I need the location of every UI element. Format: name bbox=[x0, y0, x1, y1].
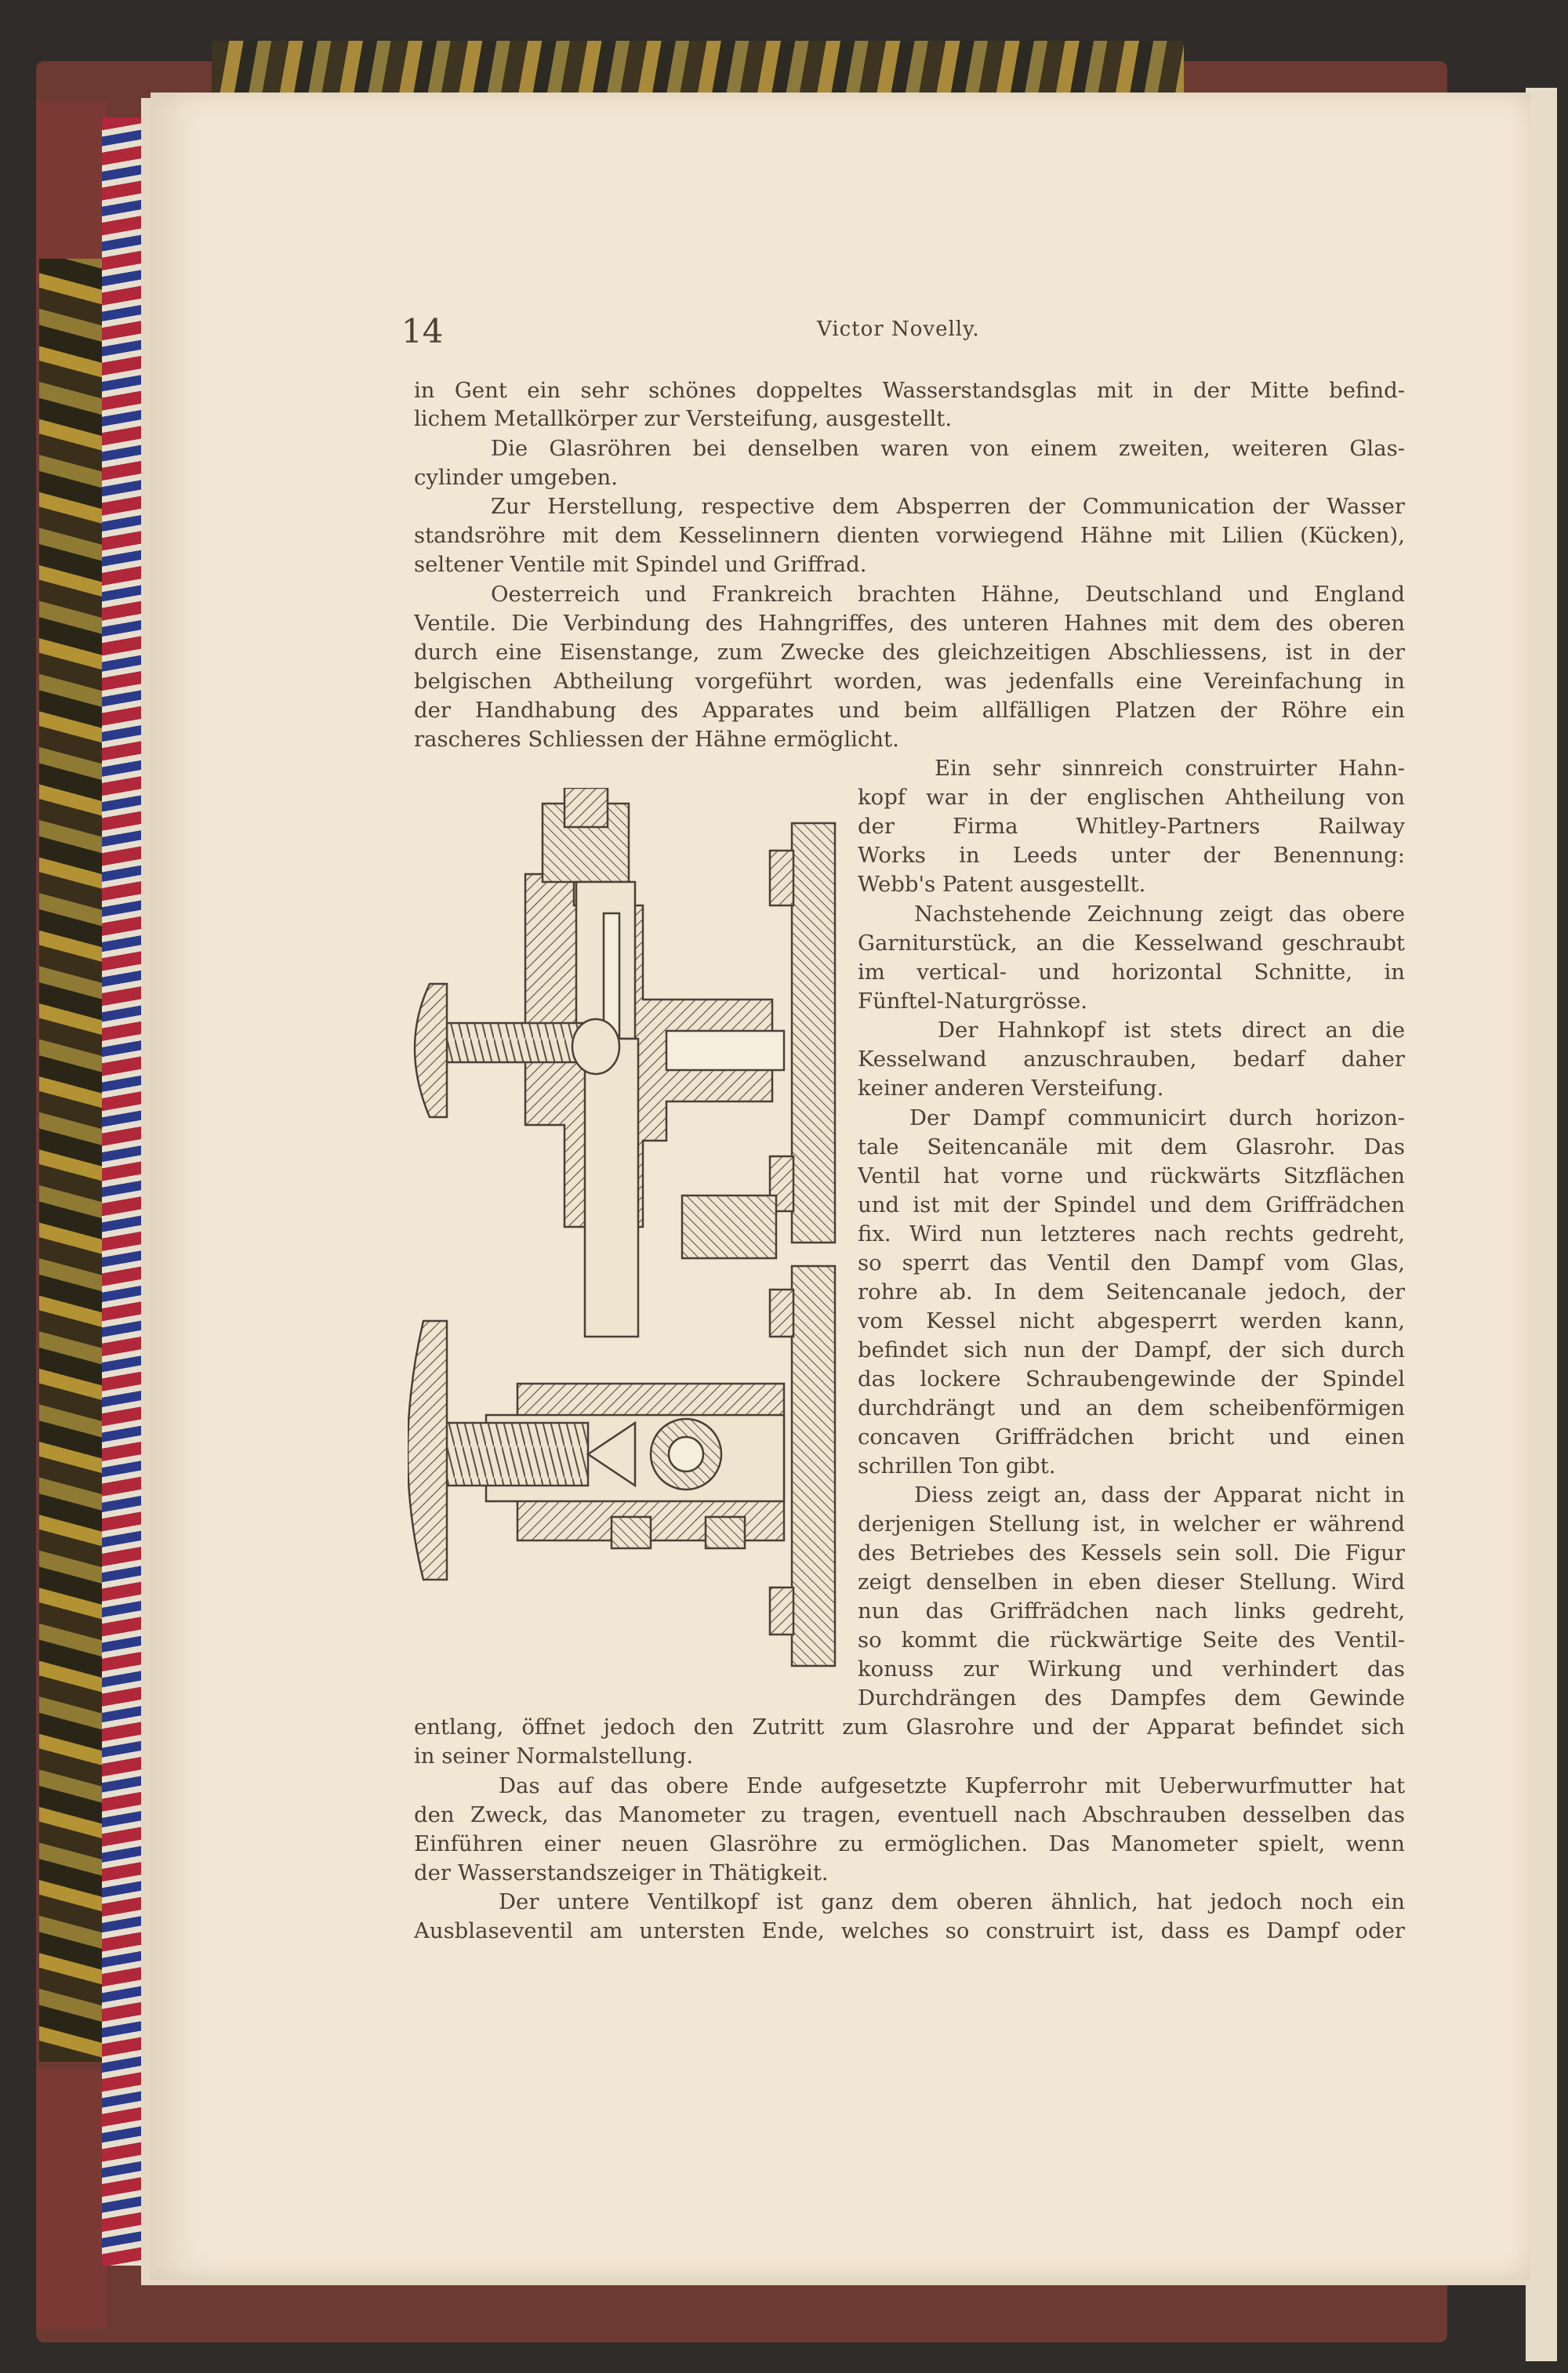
column-line: Webb's Patent ausgestellt. bbox=[858, 872, 1146, 897]
column-line: rohre ab. In dem Seitencanale jedoch, der bbox=[858, 1279, 1405, 1304]
body-line: der Handhabung des Apparates und beim allfälligen Platzen der Röhre ein bbox=[414, 698, 1405, 723]
marbled-board-top bbox=[212, 41, 1184, 96]
column-line: Fünftel-Naturgrösse. bbox=[858, 989, 1088, 1014]
column-line: Durchdrängen des Dampfes dem Gewinde bbox=[858, 1685, 1405, 1711]
column-line: derjenigen Stellung ist, in welcher er während bbox=[858, 1511, 1405, 1537]
column-line: so kommt die rückwärtige Seite des Ventil- bbox=[858, 1627, 1405, 1653]
column-line: Garniturstück, an die Kesselwand geschraubt bbox=[858, 931, 1405, 956]
column-line: Diess zeigt an, dass der Apparat nicht in bbox=[914, 1482, 1405, 1508]
body-line: Der untere Ventilkopf ist ganz dem oberen ähnlich, hat jedoch noch ein bbox=[499, 1889, 1405, 1914]
column-line: Nachstehende Zeichnung zeigt das obere bbox=[914, 902, 1405, 927]
column-line: schrillen Ton gibt. bbox=[858, 1453, 1056, 1479]
column-line: und ist mit der Spindel und dem Griffrädchen bbox=[858, 1192, 1405, 1217]
body-line: seltener Ventile mit Spindel und Griffrad. bbox=[414, 552, 867, 577]
page-fore-edge bbox=[1526, 88, 1557, 2361]
body-line: cylinder umgeben. bbox=[414, 465, 619, 490]
running-title: Victor Novelly. bbox=[817, 317, 980, 341]
body-line: der Wasserstandszeiger in Thätigkeit. bbox=[414, 1860, 829, 1885]
body-line: in Gent ein sehr schönes doppeltes Wasserstandsglas mit in der Mitte befind- bbox=[414, 378, 1405, 403]
body-line: Einführen einer neuen Glasröhre zu ermöglichen. Das Manometer spielt, wenn bbox=[414, 1831, 1405, 1856]
leather-corner-top bbox=[36, 102, 107, 282]
column-line: tale Seitencanäle mit dem Glasrohr. Das bbox=[858, 1134, 1405, 1159]
column-line: das lockere Schraubengewinde der Spindel bbox=[858, 1366, 1405, 1392]
body-line: in seiner Normalstellung. bbox=[414, 1743, 694, 1769]
column-line: keiner anderen Versteifung. bbox=[858, 1076, 1164, 1101]
column-line: so sperrt das Ventil den Dampf vom Glas, bbox=[858, 1250, 1405, 1275]
column-line: des Betriebes des Kessels sein soll. Die Figur bbox=[858, 1540, 1405, 1566]
body-line: durch eine Eisenstange, zum Zwecke des gleichzeitigen Abschliessens, ist in der bbox=[414, 640, 1405, 665]
body-line: lichem Metallkörper zur Versteifung, ausgestellt. bbox=[414, 406, 953, 431]
column-line: Ventil hat vorne und rückwärts Sitzflächen bbox=[858, 1163, 1405, 1188]
column-line: kopf war in der englischen Ahtheilung von bbox=[858, 785, 1405, 810]
column-line: Works in Leeds unter der Benennung: bbox=[858, 843, 1405, 868]
body-line: standsröhre mit dem Kesselinnern dienten vorwiegend Hähne mit Lilien (Kücken), bbox=[414, 523, 1405, 548]
valve-section-figure bbox=[408, 788, 839, 1678]
body-line: Ventile. Die Verbindung des Hahngriffes, des unteren Hahnes mit dem des oberen bbox=[414, 611, 1405, 636]
page-number: 14 bbox=[401, 312, 444, 350]
column-line: fix. Wird nun letzteres nach rechts gedreht, bbox=[858, 1221, 1405, 1246]
column-line: befindet sich nun der Dampf, der sich durch bbox=[858, 1337, 1405, 1362]
column-line: durchdrängt und an dem scheibenförmigen bbox=[858, 1395, 1405, 1421]
body-line: Zur Herstellung, respective dem Absperren der Communication der Wasser bbox=[491, 494, 1405, 519]
column-line: vom Kessel nicht abgesperrt werden kann, bbox=[858, 1308, 1405, 1333]
column-line: concaven Griffrädchen bricht und einen bbox=[858, 1424, 1405, 1450]
column-line: Der Hahnkopf ist stets direct an die bbox=[938, 1018, 1405, 1043]
column-line: nun das Griffrädchen nach links gedreht, bbox=[858, 1598, 1405, 1624]
body-line: belgischen Abtheilung vorgeführt worden, was jedenfalls eine Vereinfachung in bbox=[414, 669, 1405, 694]
column-line: zeigt denselben in eben dieser Stellung. Wird bbox=[858, 1569, 1405, 1595]
column-line: Ein sehr sinnreich construirter Hahn- bbox=[935, 756, 1405, 781]
column-line: Der Dampf communicirt durch horizon- bbox=[909, 1105, 1405, 1130]
column-line: Kesselwand anzuschrauben, bedarf daher bbox=[858, 1047, 1405, 1072]
column-line: der Firma Whitley-Partners Railway bbox=[858, 814, 1405, 839]
column-line: konuss zur Wirkung und verhindert das bbox=[858, 1656, 1405, 1682]
body-line: Die Glasröhren bei denselben waren von einem zweiten, weiteren Glas- bbox=[491, 436, 1405, 461]
body-line: Oesterreich und Frankreich brachten Hähne, Deutschland und England bbox=[491, 582, 1405, 607]
body-line: Das auf das obere Ende aufgesetzte Kupferrohr mit Ueberwurfmutter hat bbox=[499, 1773, 1405, 1798]
body-line: den Zweck, das Manometer zu tragen, eventuell nach Abschrauben desselben das bbox=[414, 1802, 1405, 1827]
leather-corner-bottom bbox=[36, 2070, 107, 2328]
body-line: rascheres Schliessen der Hähne ermöglicht. bbox=[414, 727, 899, 752]
body-line: entlang, öffnet jedoch den Zutritt zum Glasrohre und der Apparat befindet sich bbox=[414, 1714, 1405, 1740]
body-line: Ausblaseventil am untersten Ende, welches so construirt ist, dass es Dampf oder bbox=[414, 1918, 1405, 1943]
column-line: im vertical- und horizontal Schnitte, in bbox=[858, 960, 1405, 985]
